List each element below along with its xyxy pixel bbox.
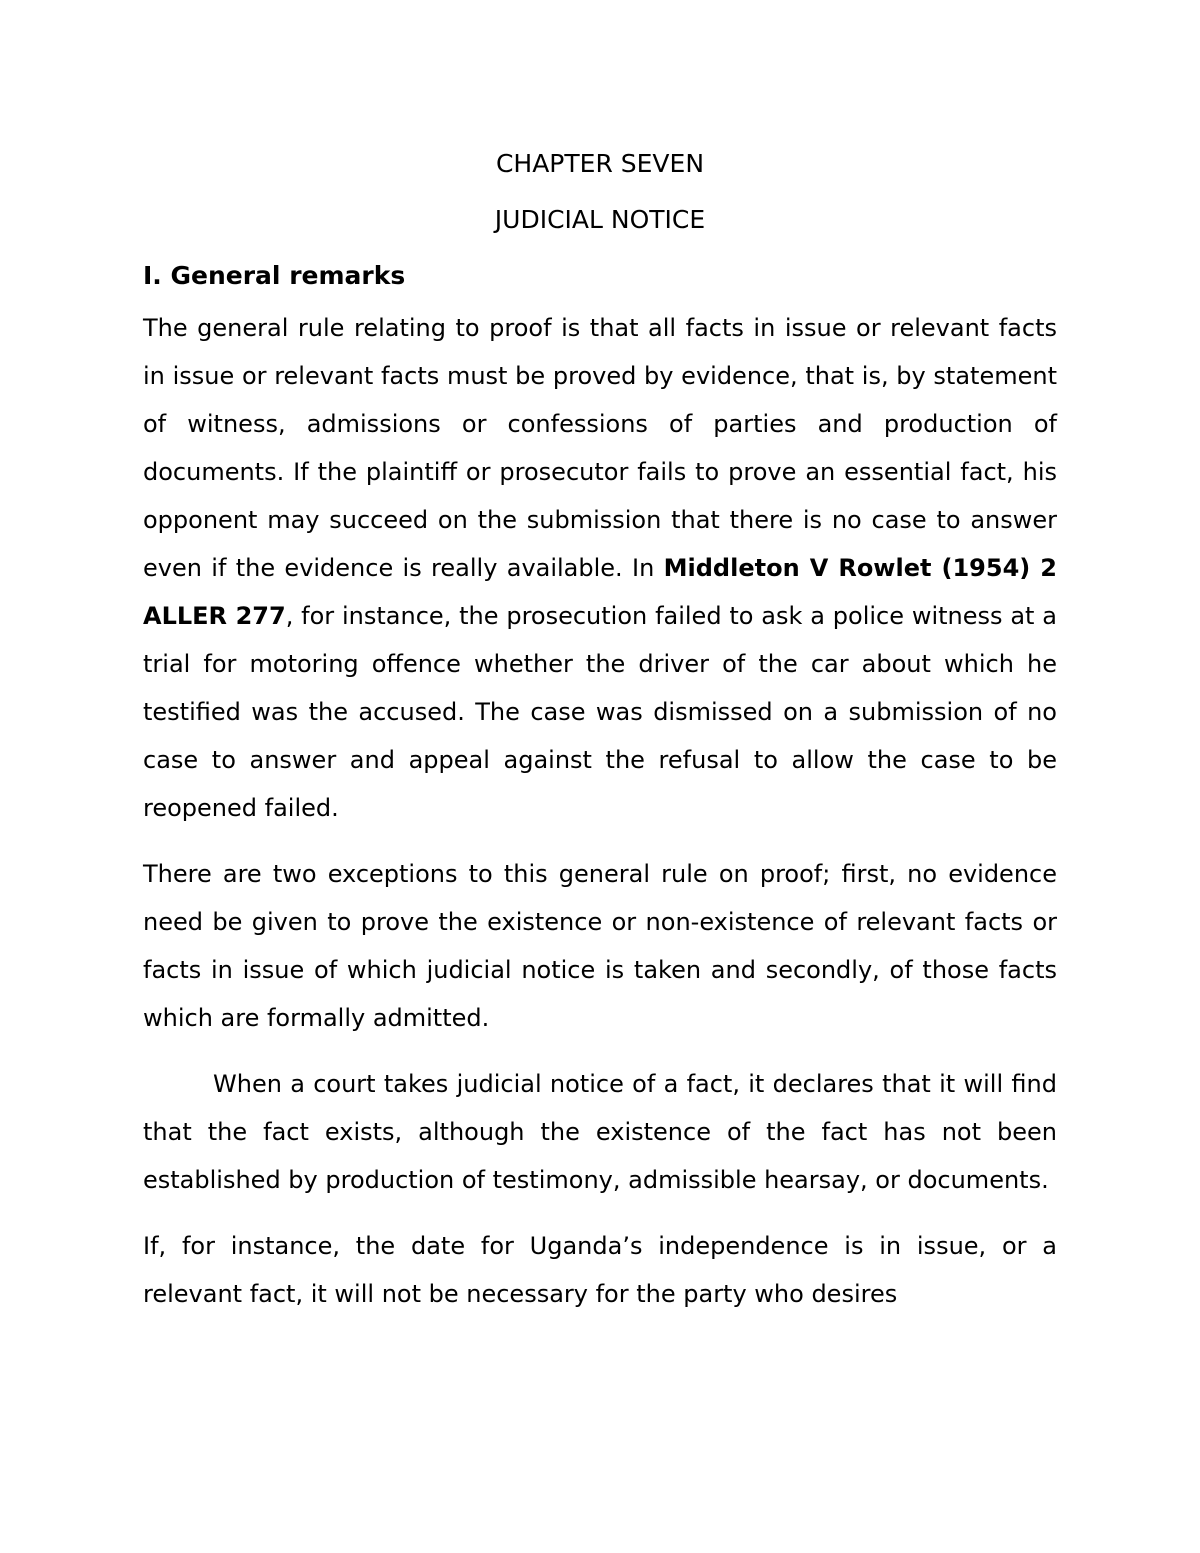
document-page	[143, 136, 1057, 1336]
paragraph-exceptions: There are two exceptions to this general rule on proof; first, no evidence need be given to prove the existence or non-existence of relevant facts or facts in issue of which judicial notice is taken and secondly, of those facts which are formally admitted.	[143, 860, 1057, 1032]
case-citation: Middleton V Rowlet (1954) 2 ALLER 277	[143, 554, 1057, 630]
chapter-heading: CHAPTER SEVEN	[495, 149, 705, 178]
paragraph-text: , for instance, the prosecution failed to ask a police witness at a trial for motoring offence whether the driver of the car about which he testified was the accused. The case was dismissed on a submission of no case to answer and appeal against the refusal to allow the case to be reopened failed.	[143, 602, 1057, 822]
paragraph-text: The general rule relating to proof is that all facts in issue or relevant facts in issue or relevant facts must be proved by evidence, that is, by statement of witness, admissions or confessions of parties and production of documents. If the plaintiff or prosecutor fails to prove an essential fact, his opponent may succeed on the submission that there is no case to answer even if the evidence is really available. In	[143, 314, 1057, 582]
chapter-title: JUDICIAL NOTICE	[494, 205, 706, 234]
paragraph-judicial-notice: When a court takes judicial notice of a fact, it declares that it will find that the fact exists, although the existence of the fact has not been established by production of testimony, admissible hearsay, or documents.	[143, 1070, 1057, 1194]
section-heading: I. General remarks	[143, 261, 406, 290]
paragraph-general-rule	[143, 304, 1057, 832]
paragraph-uganda-example: If, for instance, the date for Uganda’s independence is in issue, or a relevant fact, it will not be necessary for the party who desires	[143, 1232, 1057, 1308]
